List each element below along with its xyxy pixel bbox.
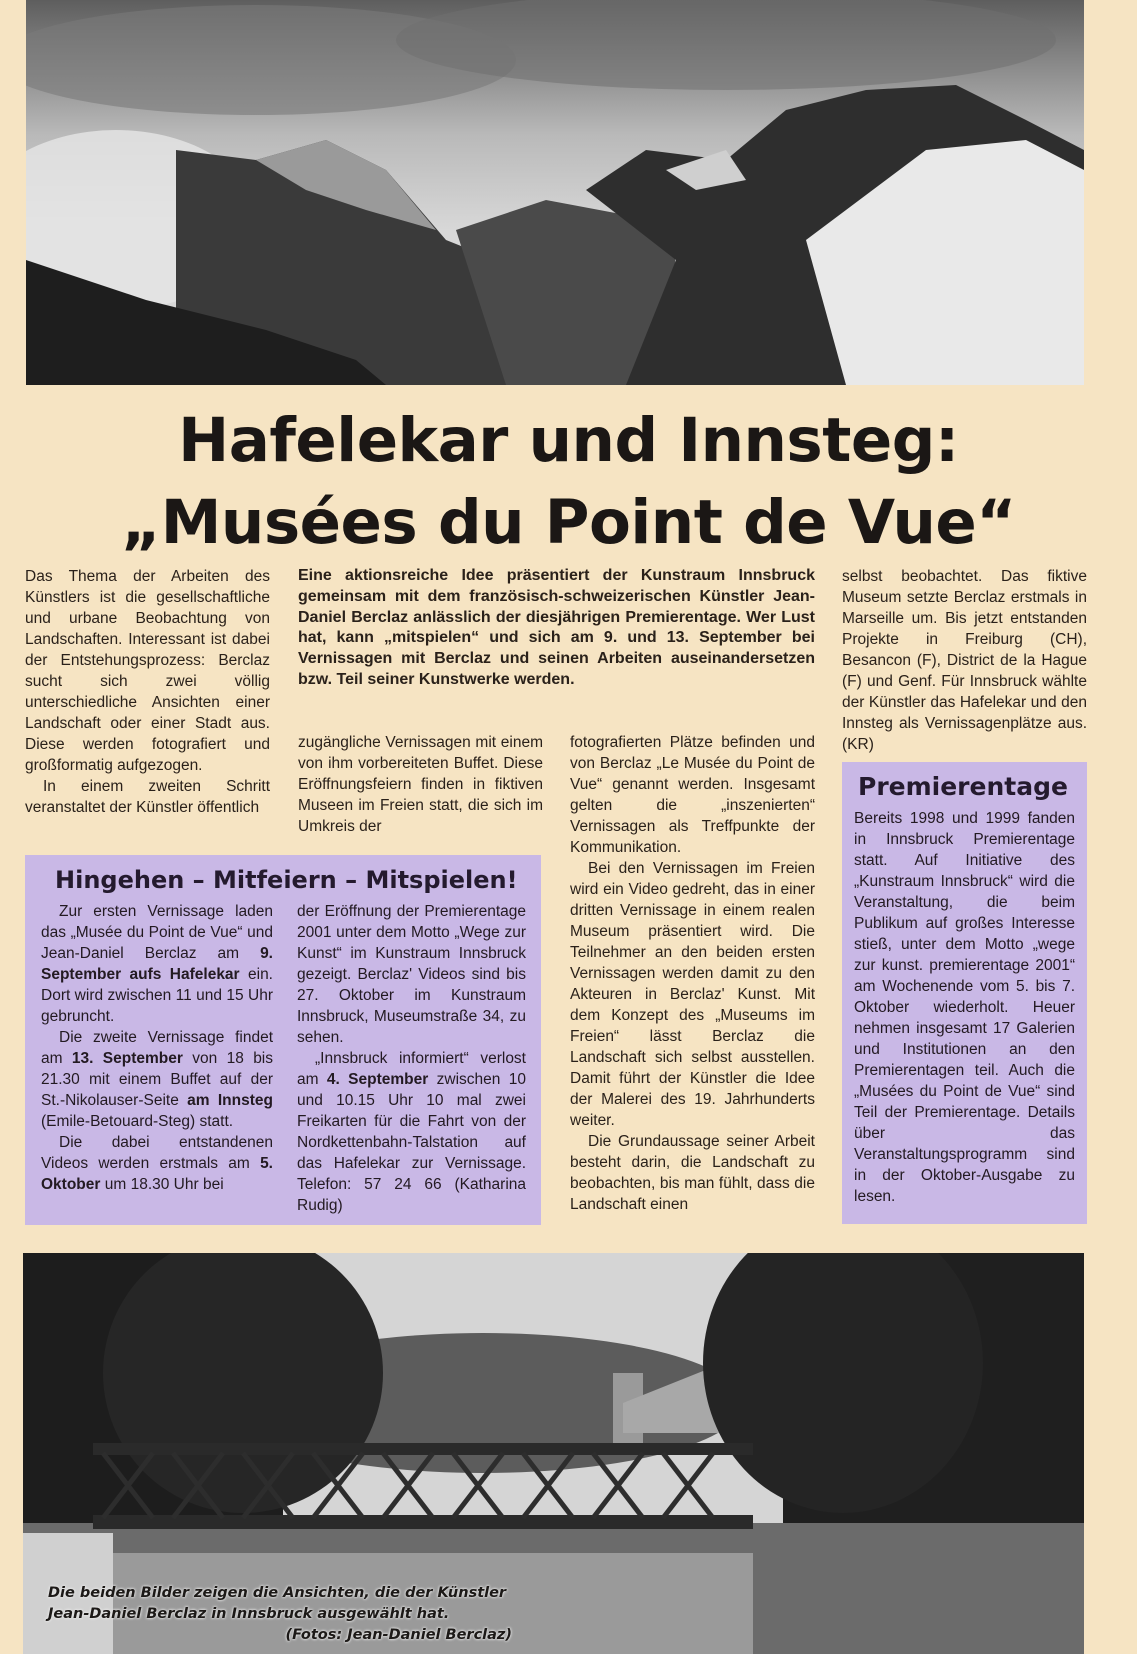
headline-line-2: „Musées du Point de Vue“ — [121, 487, 1016, 558]
column-3-paragraph-2: Bei den Vernissagen im Freien wird ein Video gedreht, das in einer dritten Vernissage in einem realen Museum präsentiert wird. Die Teilnehmer an den beiden ersten Vernissagen werden damit zu den Akteuren in Berclaz' Kunst. Mit dem Konzept des „Museums im Freien“ lässt Berclaz die Landschaft sich selbst ausstellen. Damit führt der Künstler die Idee der Malerei des 19. Jahrhunderts weiter. — [570, 860, 815, 1129]
info-box-premierentage-text: Bereits 1998 und 1999 fanden in Innsbruck Premierentage statt. Auf Initiative des „Kunstraum Innsbruck“ wird die Veranstaltung, die beim Publikum auf großes Interesse stieß, unter dem Motto „wege zur kunst. premierentage 2001“ am Wochenende vom 5. bis 7. Oktober wiederholt. Heuer nehmen insgesamt 17 Galerien und Institutionen an den Premierentagen teil. Auch die „Musées du Point de Vue“ sind Teil der Premierentage. Details über das Veranstaltungsprogramm sind in der Oktober-Ausgabe zu lesen. — [854, 810, 1075, 1205]
emphasis: 4. September — [326, 1071, 429, 1088]
emphasis: 13. September — [71, 1050, 183, 1067]
article-column-4 — [842, 566, 1087, 755]
headline-line-1: Hafelekar und Innsteg: — [178, 405, 959, 476]
caption-text: Die beiden Bilder zeigen die Ansichten, die der Künstler Jean-Daniel Berclaz in Innsbruck ausgewählt hat. — [48, 1585, 507, 1622]
column-3-paragraph-1: fotografierten Plätze befinden und von Berclaz „Le Musée du Point de Vue“ genannt werden. Insgesamt gelten die „inszenierten“ Vernissagen als Treffpunkte der Kommunikation. — [570, 734, 815, 856]
mountain-photo — [26, 0, 1084, 385]
text: ein. Dort wird zwischen 11 und 15 Uhr gebruncht. — [41, 966, 273, 1025]
text: (Emile-Betouard-Steg) statt. — [41, 1113, 234, 1130]
emphasis: 5. Oktober — [41, 1155, 273, 1193]
text: „Innsbruck informiert“ verlost am — [297, 1050, 526, 1088]
column-3-paragraph-3: Die Grundaussage seiner Arbeit besteht darin, die Landschaft zu beobachten, bis man fühlt, dass die Landschaft einen — [570, 1133, 815, 1213]
headline — [0, 400, 1137, 564]
emphasis: 9. September aufs Hafelekar — [41, 945, 273, 983]
text: um 18.30 Uhr bei — [100, 1176, 224, 1193]
photo-caption — [48, 1583, 518, 1646]
text: der Eröffnung der Premierentage 2001 unter dem Motto „Wege zur Kunst“ im Kunstraum Innsbruck gezeigt. Berclaz' Videos sind bis 27. Oktober im Kunstraum Innsbruck, Museumstraße 34, zu sehen. — [297, 903, 526, 1046]
column-4-paragraph: selbst beobachtet. Das fiktive Museum setzte Berclaz erstmals in Marseille um. Bis jetzt entstanden Projekte in Freiburg (CH), Besancon (F), District de la Hague (F) und Genf. Für Innsbruck wählte der Künstler das Hafelekar und den Innsteg als Vernissagenplätze aus. (KR) — [842, 568, 1087, 753]
info-box-hingehen-left-column — [41, 901, 273, 1195]
mountain-photo-graphic — [26, 0, 1084, 385]
text: Die zweite Vernissage findet am — [41, 1029, 273, 1067]
info-box-premierentage-title: Premierentage — [858, 772, 1068, 801]
article-column-1 — [25, 566, 270, 818]
text: zwischen 10 und 10.15 Uhr 10 mal zwei Freikarten für die Fahrt von der Nordkettenbahn-Talstation auf das Hafelekar zur Vernissage. Telefon: 57 24 66 (Katharina Rudig) — [297, 1071, 526, 1214]
article-intro: Eine aktionsreiche Idee präsentiert der Kunstraum Innsbruck gemeinsam mit dem französisch-schweizerischen Künstler Jean-Daniel Berclaz anlässlich der diesjährigen Premierentage. Wer Lust hat, kann „mitspielen“ und sich am 9. und 13. September bei Vernissagen mit Berclaz und seinen Arbeiten auseinandersetzen bzw. Teil seiner Kunstwerke werden. — [298, 567, 815, 688]
emphasis: am Innsteg — [187, 1092, 273, 1109]
text: Zur ersten Vernissage laden das „Musée du Point de Vue“ und Jean-Daniel Berclaz am — [41, 903, 273, 962]
column-1-paragraph-1: Das Thema der Arbeiten des Künstlers ist die gesellschaftliche und urbane Beobachtung von Landschaften. Interessant ist dabei der Entstehungsprozess: Berclaz sucht sich zwei völlig unterschiedliche Ansichten einer Landschaft oder einer Stadt aus. Diese werden fotografiert und großformatig aufgezogen. — [25, 568, 270, 774]
info-box-hingehen — [25, 855, 541, 1225]
text: von 18 bis 21.30 mit einem Buffet auf der St.-Nikolauser-Seite — [41, 1050, 274, 1109]
article-column-3 — [570, 732, 815, 1215]
column-1-paragraph-2: In einem zweiten Schritt veranstaltet der Künstler öffentlich — [25, 778, 270, 816]
article-column-2 — [298, 732, 543, 837]
info-box-hingehen-right-column — [297, 901, 526, 1216]
info-box-hingehen-title: Hingehen – Mitfeiern – Mitspielen! — [55, 866, 518, 894]
text: Die dabei entstandenen Videos werden erstmals am — [41, 1134, 273, 1172]
column-2-paragraph: zugängliche Vernissagen mit einem von ihm vorbereiteten Buffet. Diese Eröffnungsfeiern finden in fiktiven Museen im Freien statt, die sich im Umkreis der — [298, 734, 543, 835]
info-box-premierentage — [842, 762, 1087, 1224]
photo-credit: (Fotos: Jean-Daniel Berclaz) — [285, 1627, 512, 1643]
